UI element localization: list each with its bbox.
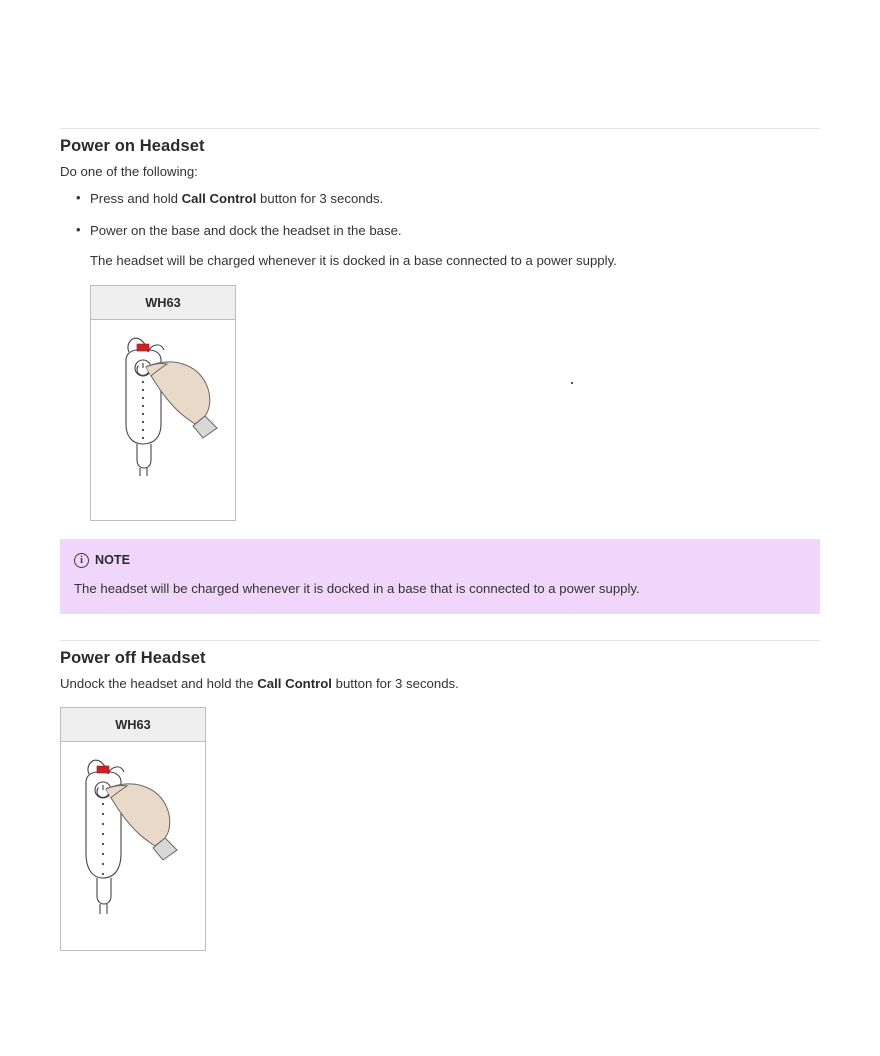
bullet-text-post: button for 3 seconds. <box>256 191 384 207</box>
list-item <box>90 189 820 209</box>
instruction-pre: Undock the headset and hold the <box>60 675 258 691</box>
page-title-power-on: Power on Headset <box>60 137 205 155</box>
section-divider-middle <box>60 640 820 641</box>
section-spacer <box>60 614 820 640</box>
figure-power-off <box>60 707 206 951</box>
section-power-on <box>60 128 820 614</box>
instruction-bold: Call Control <box>257 675 332 691</box>
power-on-lead-text: Do one of the following: <box>60 164 198 179</box>
headset-dock-hand-illustration <box>91 320 235 520</box>
note-label: NOTE <box>95 553 130 568</box>
section-divider-top <box>60 128 820 129</box>
section-power-off <box>60 640 820 951</box>
note-text: The headset will be charged whenever it is docked in a base that is connected to a power supply. <box>74 580 640 596</box>
instruction-post: button for 3 seconds. <box>331 675 459 691</box>
bullet-text-bold: Call Control <box>181 191 257 207</box>
info-icon: i <box>74 553 89 568</box>
led-indicator <box>97 766 109 773</box>
page-title-power-off: Power off Headset <box>60 648 206 667</box>
headset-illustration-svg <box>91 320 233 520</box>
figure-caption: WH63 <box>91 286 235 320</box>
led-indicator <box>137 344 149 351</box>
figure-caption: WH63 <box>61 708 205 742</box>
list-item <box>90 221 820 271</box>
power-on-bullet-list <box>60 189 820 270</box>
hand-icon <box>106 784 177 860</box>
bullet-text-pre: Press and hold <box>90 191 182 207</box>
note-box-power-on <box>60 539 820 614</box>
power-off-instruction <box>60 674 820 693</box>
figure-power-on <box>90 285 236 521</box>
bullet-text-pre: Power on the base and dock the headset in the base. <box>90 222 402 238</box>
headset-hand-illustration <box>61 742 205 950</box>
stray-dot-artifact <box>571 382 573 384</box>
headset-illustration-svg <box>61 742 203 950</box>
bullet-sub-text: The headset will be charged whenever it is docked in a base connected to a power supply. <box>90 252 617 268</box>
hand-icon <box>146 361 217 437</box>
note-header <box>74 553 806 568</box>
